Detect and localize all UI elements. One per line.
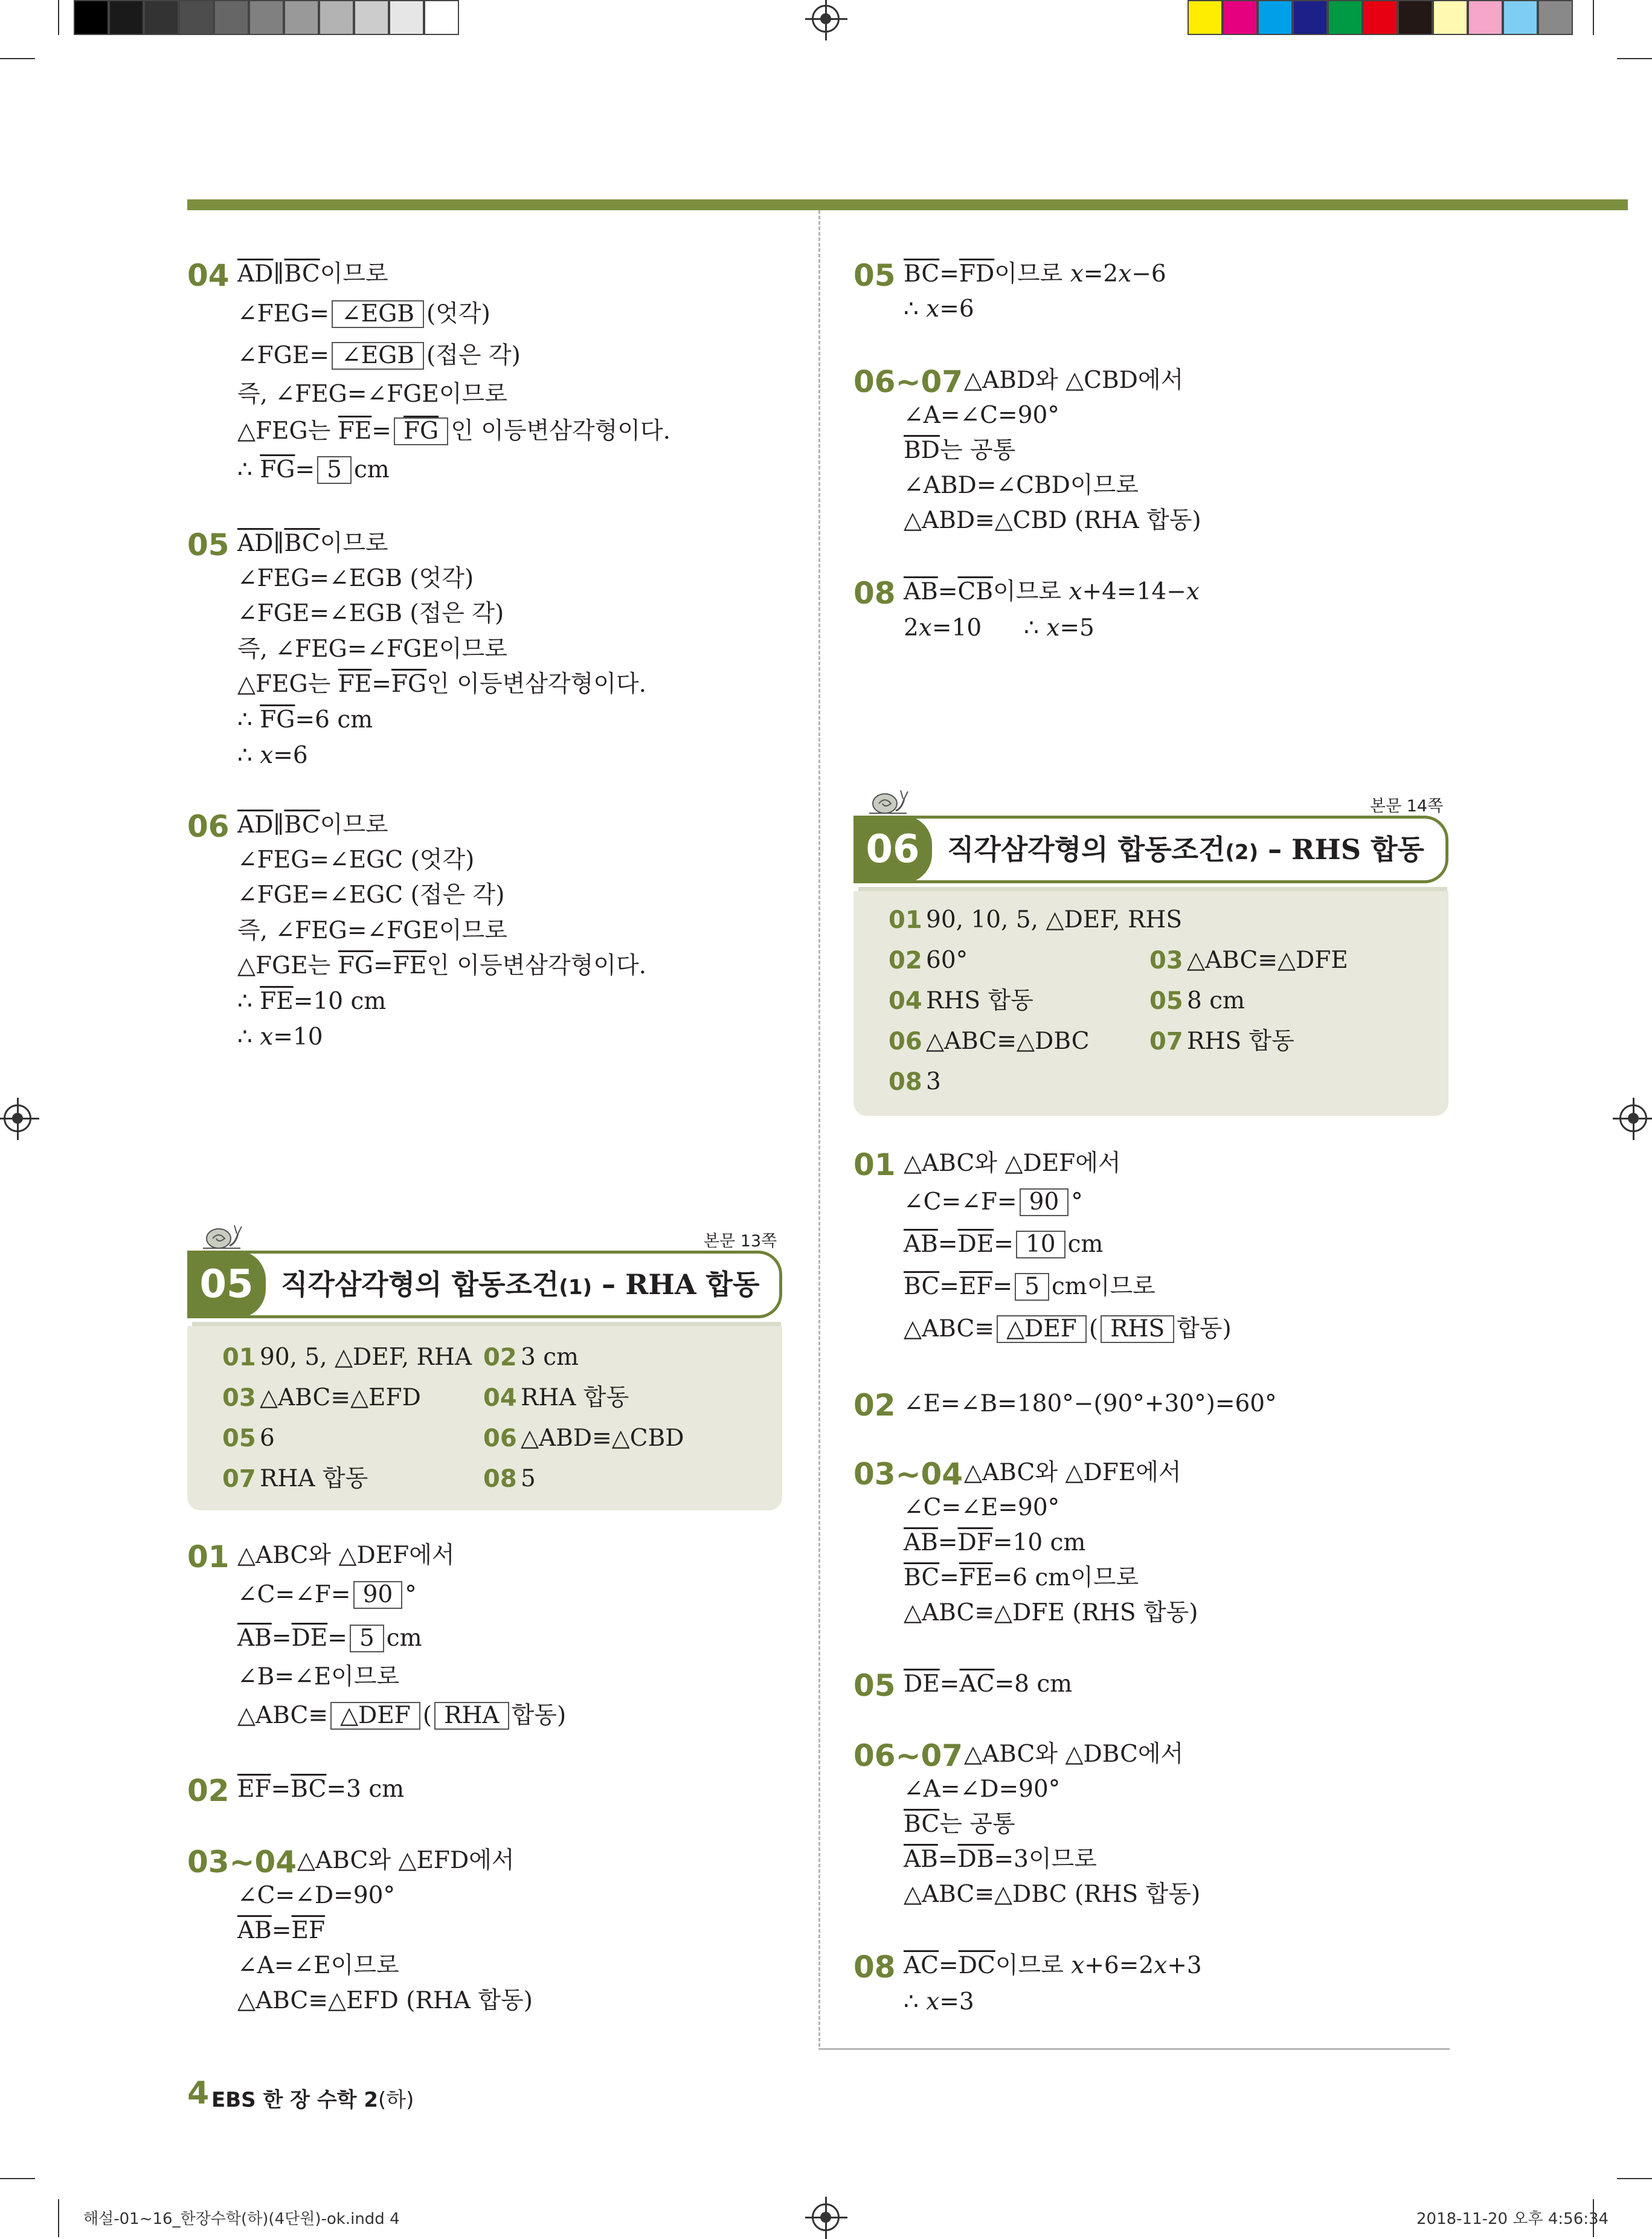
answer-key-number: 05 [222,1425,256,1452]
answer-key-value: 90, 10, 5, △DEF, RHS [926,906,1183,933]
line: $\overline{EF}=\overline{BC}=3$ cm [237,1776,405,1803]
answer-key-value: △ABD≡△CBD [521,1425,684,1452]
gray-swatch [109,0,144,35]
line: ∴ x=10 [237,1023,323,1051]
gray-swatch [389,0,424,35]
segment: $\overline{AD}$ [237,260,274,288]
answer-box: RHS [1101,1315,1174,1343]
line: $\overline{BD}$는 공통 [904,437,1016,464]
answer-key-number: 03 [1149,947,1183,975]
line: ∴ $\overline{FG}=6$ cm [237,706,373,733]
line: ∠FEG=∠EGC (엇각) [237,846,475,874]
answer-box: ∠EGB [332,300,424,328]
answer-key-number: 02 [483,1344,517,1371]
answer-box: 5 [350,1625,384,1652]
answer-key-number: 02 [889,947,922,975]
snail-icon [201,1222,243,1249]
crop-mark [0,2178,35,2179]
problem-number: 02 [187,1773,230,1808]
line: △FEG는 $\overline{FE}= \overline{FG}$ 인 이등변삼각형이다. [237,417,671,445]
answer-box: △DEF [330,1702,420,1730]
problem-number: 05 [853,258,896,293]
line: ∠FGE=∠EGC (접은 각) [237,881,505,909]
answer-key-value: 6 [260,1425,275,1452]
answer-key-number: 04 [483,1384,517,1412]
answer-box: 5 [1015,1273,1049,1301]
problem-number: 01 [853,1147,896,1182]
answer-key-number: 06 [889,1028,922,1055]
answer-box: RHA [434,1702,509,1730]
line: $\overline{BC}=\overline{EF}= 5$ cm이므로 [904,1273,1155,1300]
gray-swatch [284,0,319,35]
answer-key-value: RHA 합동 [260,1465,368,1492]
color-swatch [1398,0,1433,35]
answer-key-number: 05 [1149,987,1183,1015]
line: △ABD≡△CBD (RHA 합동) [904,507,1201,534]
answer-key-number: 03 [222,1384,256,1412]
section-number-badge: 05 [187,1251,266,1318]
line: $\overline{AD}\parallel\overline{BC}$이므로 [237,530,388,557]
line: △ABC와 △DFE에서 [964,1459,1181,1486]
color-swatch [1503,0,1538,35]
line: ∠C=∠E=90° [904,1494,1060,1521]
section-number-badge: 06 [853,816,932,883]
line: ∠C=∠F= 90 ° [237,1581,417,1608]
line: ∠FGE=∠EGB (접은 각) [237,600,504,627]
line: ∠A=∠D=90° [904,1776,1061,1803]
page-number: 4 [187,2075,210,2112]
page-reference: 본문 13쪽 [704,1232,777,1251]
line: △FGE는 $\overline{FG}=\overline{FE}$인 이등변삼각형이다. [237,952,647,979]
line: 2x=10 ∴ x=5 [904,614,1094,642]
answer-key-number: 07 [1149,1028,1183,1055]
color-swatch [1223,0,1258,35]
answer-box: $\overline{FG}$ [394,417,448,445]
answer-key-value: △ABC≡△EFD [260,1384,421,1411]
answer-key-value: RHA 합동 [521,1384,629,1411]
answer-key-box-05 [187,1326,782,1510]
color-swatch [1468,0,1503,35]
line: $\overline{DE}=\overline{AC}=8$ cm [904,1670,1073,1698]
line: △ABC와 △DBC에서 [964,1741,1184,1768]
line: △FEG는 $\overline{FE}=\overline{FG}$인 이등변삼각형이다. [237,671,647,698]
problem-number: 06~07 [853,1738,963,1773]
section-title: 직각삼각형의 합동조건(2) – RHS 합동 [947,833,1424,866]
gray-swatch [179,0,214,35]
answer-box: △DEF [997,1315,1087,1343]
gray-swatch [214,0,249,35]
gray-swatch [424,0,459,35]
line: $\overline{AD}\parallel\overline{BC}$이므로 [237,260,388,288]
answer-box: 10 [1016,1231,1065,1258]
book-title: EBS 한 장 수학 2(하) [211,2088,414,2112]
answer-box: 90 [353,1581,403,1609]
section-05-header [187,1232,785,1335]
answer-key-number: 01 [222,1344,256,1371]
line: ∠C=∠D=90° [237,1882,395,1909]
line: ∠FGE= ∠EGB (접은 각) [237,342,521,369]
color-swatch [1293,0,1328,35]
line: 즉, ∠FEG=∠FGE이므로 [237,636,507,663]
line: ∠FEG=∠EGB (엇각) [237,565,474,592]
line: $\overline{AD}\parallel\overline{BC}$이므로 [237,811,388,839]
line: $\overline{AB}=\overline{DB}=3$이므로 [904,1846,1097,1873]
line: 즉, ∠FEG=∠FGE이므로 [237,917,507,944]
answer-box: 90 [1020,1188,1069,1216]
registration-mark-icon [4,1104,31,1132]
answer-key-box-06 [853,891,1448,1116]
registration-mark-icon [1619,1104,1647,1132]
color-swatch [1188,0,1223,35]
answer-key-number: 08 [889,1068,922,1096]
gray-swatch [74,0,109,35]
line: △ABD와 △CBD에서 [964,367,1184,394]
line: 즉, ∠FEG=∠FGE이므로 [237,381,507,408]
line: ∠B=∠E이므로 [237,1663,400,1690]
registration-mark-icon [812,5,840,33]
registration-mark-icon [812,2203,840,2231]
gray-swatch [249,0,284,35]
problem-number: 05 [187,527,230,562]
line: △ABC≡△DBC (RHS 합동) [904,1881,1201,1908]
answer-key-number: 04 [889,987,922,1015]
section-title: 직각삼각형의 합동조건(1) – RHA 합동 [281,1268,760,1301]
problem-number: 05 [853,1668,896,1703]
line: △ABC≡ △DEF ( RHS 합동) [904,1315,1232,1342]
answer-key-number: 08 [483,1465,517,1493]
line: $\overline{AC}=\overline{DC}$이므로 x+6=2x+3 [904,1952,1202,1979]
answer-key-value: △ABC≡△DBC [926,1028,1090,1055]
crop-mark [1617,58,1652,59]
crop-mark [1593,0,1594,35]
answer-key-value: 90, 5, △DEF, RHA [260,1344,472,1371]
line: $\overline{AB}=\overline{EF}$ [237,1917,326,1944]
problem-number: 08 [853,1950,896,1985]
line: ∴ x=6 [237,742,308,769]
line: $\overline{AB}=\overline{DE}= 5$ cm [237,1625,422,1652]
line: ∠A=∠E이므로 [237,1952,399,1979]
line: △ABC와 △DEF에서 [237,1542,455,1569]
color-swatch [1538,0,1573,35]
page-reference: 본문 14쪽 [1370,797,1444,816]
line: △ABC≡△DFE (RHS 합동) [904,1599,1198,1626]
answer-key-value: 3 cm [521,1344,579,1371]
slug-timestamp: 2018-11-20 오후 4:56:34 [1416,2210,1609,2228]
problem-number: 08 [853,576,896,611]
line: ∠ABD=∠CBD이므로 [904,472,1139,499]
answer-key-value: 60° [926,947,968,974]
line: ∠E=∠B=180°−(90°+30°)=60° [904,1390,1277,1417]
answer-key-value: RHS 합동 [1187,1028,1294,1055]
color-swatch [1433,0,1468,35]
line: △ABC와 △DEF에서 [904,1150,1121,1177]
problem-number: 02 [853,1388,896,1423]
answer-key-value: 3 [926,1068,941,1095]
line: $\overline{BC}$는 공통 [904,1811,1015,1838]
line: ∴ x=6 [904,295,974,323]
crop-mark [58,0,59,35]
crop-mark [58,2199,59,2237]
line: ∠FEG= ∠EGB (엇각) [237,300,490,327]
answer-key-value: 5 [521,1465,536,1492]
problem-number: 04 [187,258,230,293]
problem-number: 01 [187,1539,230,1574]
problem-number: 03~04 [853,1457,963,1492]
line: $\overline{BC}=\overline{FE}=6$ cm이므로 [904,1564,1139,1591]
color-swatch [1258,0,1293,35]
crop-mark [0,58,35,59]
line: ∠A=∠C=90° [904,402,1059,429]
line: △ABC와 △EFD에서 [297,1847,515,1874]
line: $\overline{AB}=\overline{DF}=10$ cm [904,1529,1086,1556]
gray-swatch [354,0,389,35]
answer-key-number: 06 [483,1425,517,1452]
line: △ABC≡△EFD (RHA 합동) [237,1987,533,2014]
line: ∠C=∠F= 90 ° [904,1188,1083,1216]
crop-mark [1617,2178,1652,2179]
color-swatch [1328,0,1363,35]
section-06-header [853,797,1451,900]
line: ∴ $\overline{FG}= 5$ cm [237,456,390,483]
color-swatch [1363,0,1398,35]
answer-key-value: 8 cm [1187,987,1245,1014]
answer-key-value: RHS 합동 [926,987,1033,1014]
slug-filename: 해설-01~16_한장수학(하)(4단원)-ok.indd 4 [83,2210,400,2228]
line: △ABC≡ △DEF ( RHA 합동) [237,1702,567,1729]
answer-box: ∠EGB [332,342,424,370]
problem-number: 03~04 [187,1844,297,1880]
answer-box: 5 [317,456,352,484]
header-rule [187,199,1628,210]
snail-icon [867,787,909,814]
answer-key-number: 01 [889,906,922,934]
answer-key-value: △ABC≡△DFE [1187,947,1348,974]
gray-swatch [319,0,354,35]
line: ∴ $\overline{FE}=10$ cm [237,988,387,1015]
line: $\overline{BC}=\overline{FD}$이므로 x=2x−6 [904,260,1166,288]
gray-swatch [144,0,179,35]
problem-number: 06 [187,809,230,844]
answer-key-number: 07 [222,1465,256,1493]
line: ∴ x=3 [904,1988,974,2015]
line: $\overline{AB}=\overline{CB}$이므로 x+4=14−x [904,578,1200,605]
bottom-rule [818,2048,1450,2050]
line: $\overline{AB}=\overline{DE}= 10$ cm [904,1231,1104,1258]
column-divider [818,210,820,2047]
problem-number: 06~07 [853,364,963,399]
